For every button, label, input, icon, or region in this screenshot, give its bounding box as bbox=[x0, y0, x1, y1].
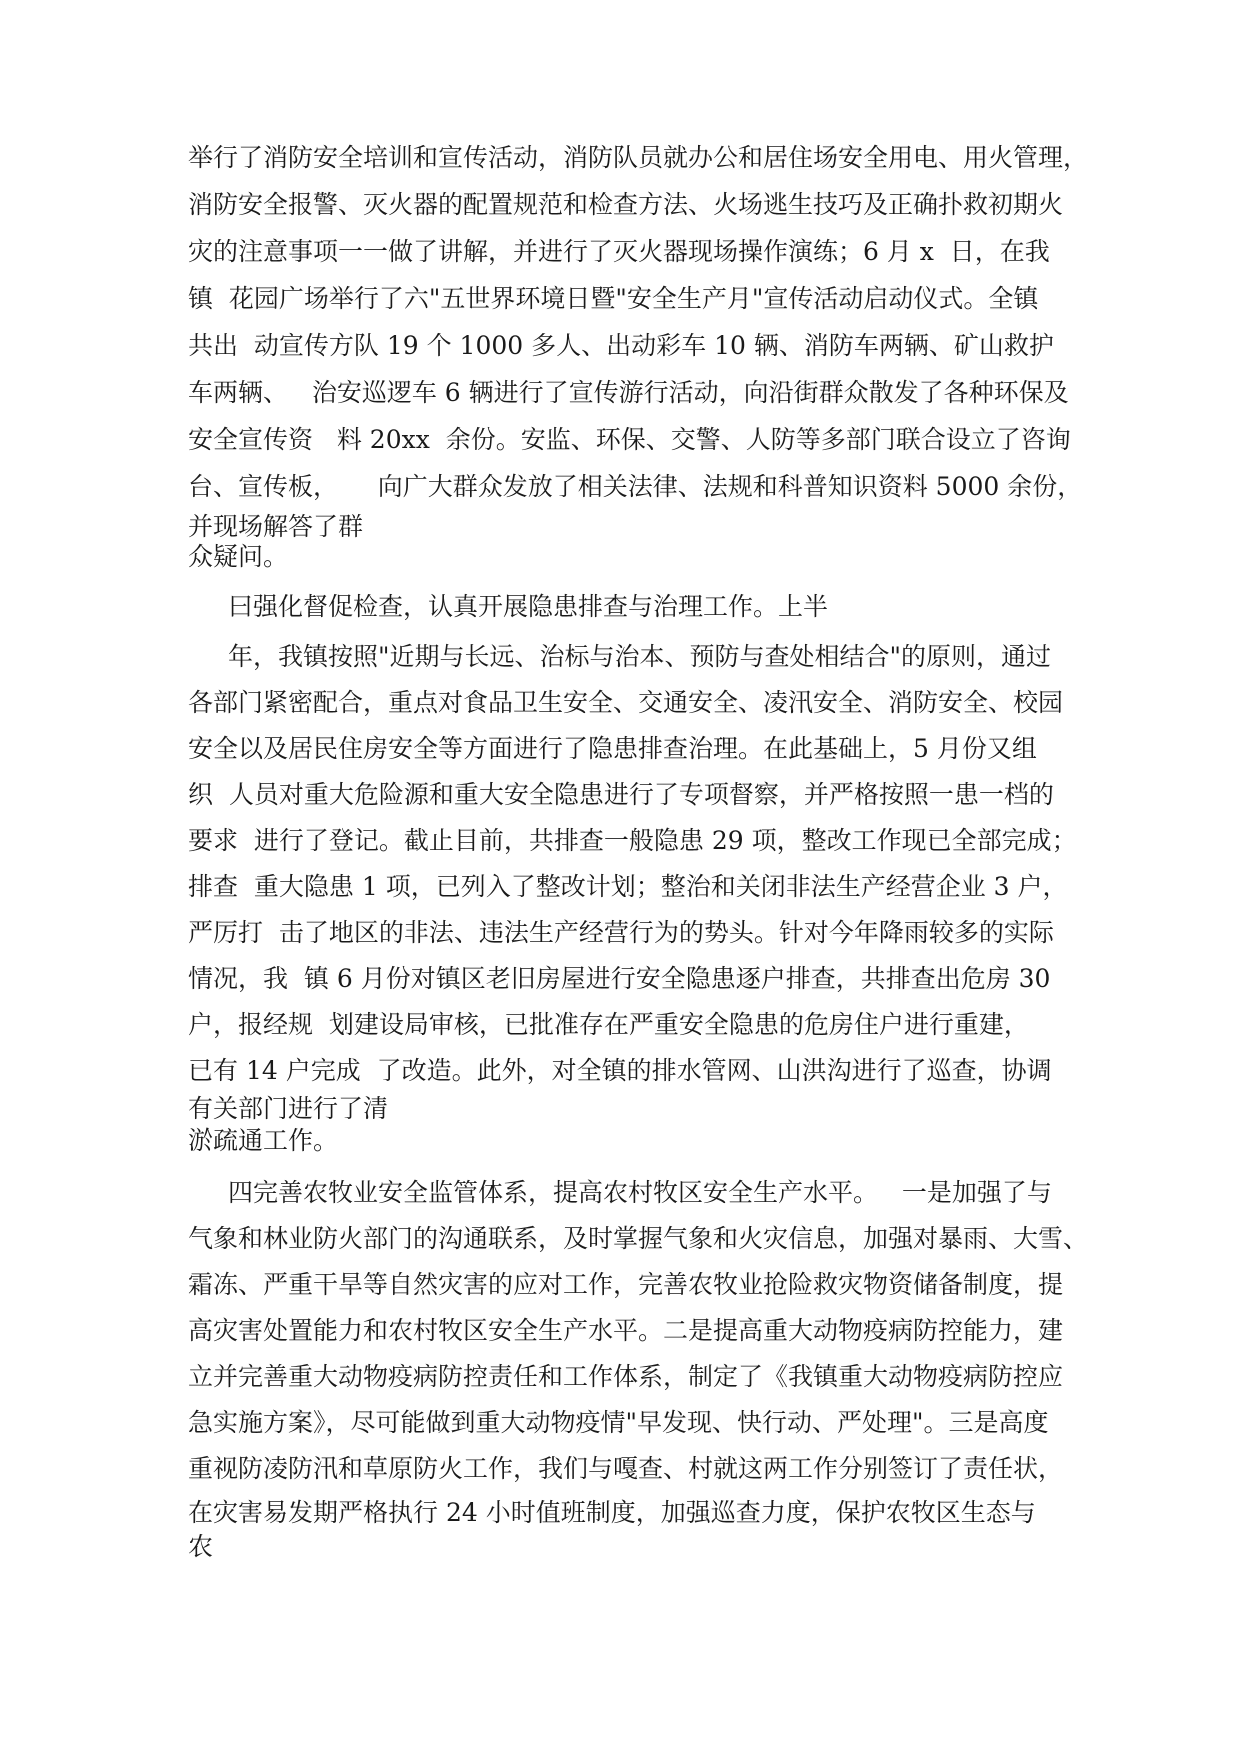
paragraph-line: 情况，我 镇 6 月份对镇区老旧房屋进行安全隐患逐户排查，共排查出危房 30 bbox=[188, 964, 1051, 993]
paragraph-line: 高灾害处置能力和农村牧区安全生产水平。二是提高重大动物疫病防控能力，建 bbox=[188, 1316, 1064, 1345]
paragraph-line: 重视防凌防汛和草原防火工作，我们与嘎查、村就这两工作分别签订了责任状， bbox=[188, 1454, 1064, 1483]
paragraph-line: 有关部门进行了清 bbox=[188, 1094, 389, 1123]
paragraph-line: 镇 花园广场举行了六"五世界环境日暨"安全生产月"宣传活动启动仪式。全镇 bbox=[188, 284, 1039, 313]
paragraph-line: 农 bbox=[188, 1532, 214, 1561]
paragraph-line: 淤疏通工作。 bbox=[188, 1126, 339, 1155]
paragraph-line: 织 人员对重大危险源和重大安全隐患进行了专项督察，并严格按照一患一档的 bbox=[188, 780, 1054, 809]
paragraph-line: 已有 14 户完成 了改造。此外，对全镇的排水管网、山洪沟进行了巡查，协调 bbox=[188, 1056, 1052, 1085]
paragraph-line: 共出 动宣传方队 19 个 1000 多人、出动彩车 10 辆、消防车两辆、矿山救护 bbox=[188, 331, 1054, 360]
paragraph-line: 消防安全报警、灭火器的配置规范和检查方法、火场逃生技巧及正确扑救初期火 bbox=[188, 190, 1064, 219]
paragraph-line: 并现场解答了群 bbox=[188, 512, 364, 541]
paragraph-line: 户，报经规 划建设局审核，已批准存在严重安全隐患的危房住户进行重建， bbox=[188, 1010, 1029, 1039]
paragraph-line: 要求 进行了登记。截止目前，共排查一般隐患 29 项，整改工作现已全部完成； bbox=[188, 826, 1077, 855]
paragraph-line: 台、宣传板， 向广大群众发放了相关法律、法规和科普知识资料 5000 余份， bbox=[188, 472, 1083, 501]
paragraph-line: 四完善农牧业安全监管体系，提高农村牧区安全生产水平。 一是加强了与 bbox=[228, 1178, 1052, 1207]
paragraph-line: 排查 重大隐患 1 项，已列入了整改计划；整治和关闭非法生产经营企业 3 户， bbox=[188, 872, 1068, 901]
paragraph-line: 车两辆、 治安巡逻车 6 辆进行了宣传游行活动，向沿街群众散发了各种环保及 bbox=[188, 378, 1069, 407]
paragraph-line: 灾的注意事项一一做了讲解，并进行了灭火器现场操作演练；6 月 x 日，在我 bbox=[188, 237, 1050, 266]
paragraph-line: 霜冻、严重干旱等自然灾害的应对工作，完善农牧业抢险救灾物资储备制度，提 bbox=[188, 1270, 1064, 1299]
paragraph-line: 立并完善重大动物疫病防控责任和工作体系，制定了《我镇重大动物疫病防控应 bbox=[188, 1362, 1064, 1391]
paragraph-line: 举行了消防安全培训和宣传活动，消防队员就办公和居住场安全用电、用火管理， bbox=[188, 143, 1089, 172]
paragraph-line: 严厉打 击了地区的非法、违法生产经营行为的势头。针对今年降雨较多的实际 bbox=[188, 918, 1054, 947]
paragraph-line: 各部门紧密配合，重点对食品卫生安全、交通安全、凌汛安全、消防安全、校园 bbox=[188, 688, 1064, 717]
paragraph-line: 气象和林业防火部门的沟通联系，及时掌握气象和火灾信息，加强对暴雨、大雪、 bbox=[188, 1224, 1089, 1253]
paragraph-line: 在灾害易发期严格执行 24 小时值班制度，加强巡查力度，保护农牧区生态与 bbox=[188, 1498, 1036, 1527]
paragraph-line: 安全宣传资 料 20xx 余份。安监、环保、交警、人防等多部门联合设立了咨询 bbox=[188, 425, 1071, 454]
paragraph-line: 年，我镇按照"近期与长远、治标与治本、预防与查处相结合"的原则，通过 bbox=[228, 642, 1052, 671]
paragraph-line: 曰强化督促检查，认真开展隐患排查与治理工作。上半 bbox=[228, 592, 829, 621]
paragraph-line: 安全以及居民住房安全等方面进行了隐患排查治理。在此基础上，5 月份又组 bbox=[188, 734, 1037, 763]
paragraph-line: 急实施方案》，尽可能做到重大动物疫情"早发现、快行动、严处理"。三是高度 bbox=[188, 1408, 1049, 1437]
paragraph-line: 众疑问。 bbox=[188, 542, 289, 571]
